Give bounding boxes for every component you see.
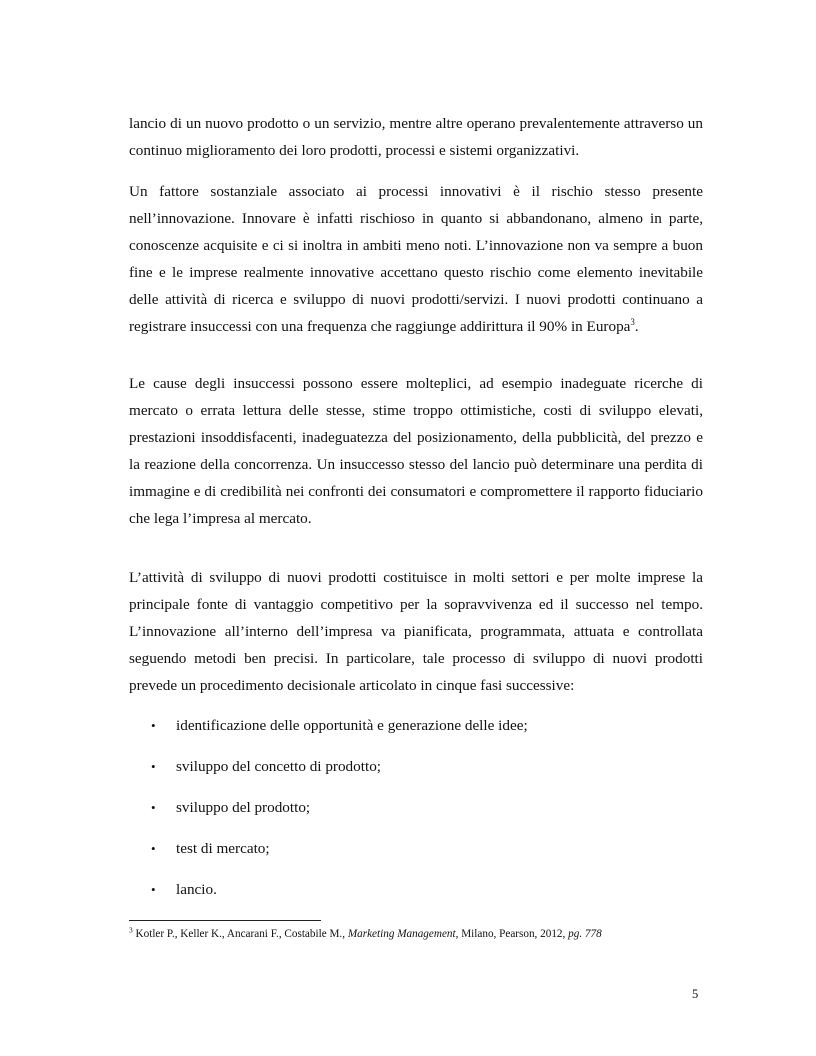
bullet-icon: • bbox=[151, 882, 156, 897]
list-item-text: lancio. bbox=[176, 881, 217, 898]
paragraph-1: lancio di un nuovo prodotto o un servizio, mentre altre operano prevalentemente attraverso un continuo miglioramento dei loro prodotti, processi e sistemi organizzativi. bbox=[129, 115, 703, 159]
list-item-text: identificazione delle opportunità e generazione delle idee; bbox=[176, 717, 528, 734]
phases-list bbox=[129, 712, 703, 917]
paragraph-2 bbox=[129, 178, 703, 340]
paragraph-2-end: . bbox=[634, 318, 639, 335]
footnote-number: 3 bbox=[129, 925, 133, 935]
footnote-separator bbox=[129, 920, 321, 921]
paragraph-3: Le cause degli insuccessi possono essere molteplici, ad esempio inadeguate ricerche di mercato o errata lettura delle stesse, stime troppo ottimistiche, costi di sviluppo elevati, prestazioni insoddisfacenti, inadeguatezza del posizionamento, della pubblicità, del prezzo e la reazione della concorrenza. Un insuccesso stesso del lancio può determinare una perdita di immagine e di credibilità nei confronti dei consumatori e compromettere il rapporto fiduciario che lega l’impresa al mercato. bbox=[129, 375, 703, 527]
footnote-publication: , Milano, Pearson, 2012, bbox=[455, 928, 569, 940]
footnote-title: Marketing Management bbox=[347, 928, 456, 940]
footnote bbox=[129, 926, 729, 942]
list-item-text: sviluppo del concetto di prodotto; bbox=[176, 758, 382, 775]
list-item bbox=[129, 712, 703, 753]
paragraph-4: L’attività di sviluppo di nuovi prodotti costituisce in molti settori e per molte imprese la principale fonte di vantaggio competitivo per la sopravvivenza ed il successo nel tempo. L’innovazione all’interno dell’impresa va pianificata, programmata, attuata e controllata seguendo metodi ben precisi. In particolare, tale processo di sviluppo di nuovi prodotti prevede un procedimento decisionale articolato in cinque fasi successive: bbox=[129, 569, 703, 694]
list-item bbox=[129, 876, 703, 917]
page-number: 5 bbox=[692, 987, 699, 1001]
paragraph-2-text: Un fattore sostanziale associato ai processi innovativi è il rischio stesso presente nell’innovazione. Innovare è infatti rischioso in quanto si abbandonano, almeno in parte, conoscenze acquisite e ci si inoltra in ambiti meno noti. L’innovazione non va sempre a buon fine e le imprese realmente innovative accettano questo rischio come elemento inevitabile delle attività di ricerca e sviluppo di nuovi prodotti/servizi. I nuovi prodotti continuano a registrare insuccessi con una frequenza che raggiunge addirittura il 90% in Europa bbox=[129, 183, 703, 335]
footnote-authors: Kotler P., Keller K., Ancarani F., Costabile M., bbox=[132, 928, 348, 940]
footnote-page: pg. 778 bbox=[568, 928, 602, 940]
list-item-text: test di mercato; bbox=[176, 840, 270, 857]
bullet-icon: • bbox=[151, 718, 156, 733]
bullet-icon: • bbox=[151, 800, 156, 815]
footnote-reference[interactable]: 3 bbox=[630, 316, 635, 327]
list-item bbox=[129, 794, 703, 835]
list-item bbox=[129, 753, 703, 794]
list-item-text: sviluppo del prodotto; bbox=[176, 799, 311, 816]
bullet-icon: • bbox=[151, 759, 156, 774]
bullet-icon: • bbox=[151, 841, 156, 856]
list-item bbox=[129, 835, 703, 876]
